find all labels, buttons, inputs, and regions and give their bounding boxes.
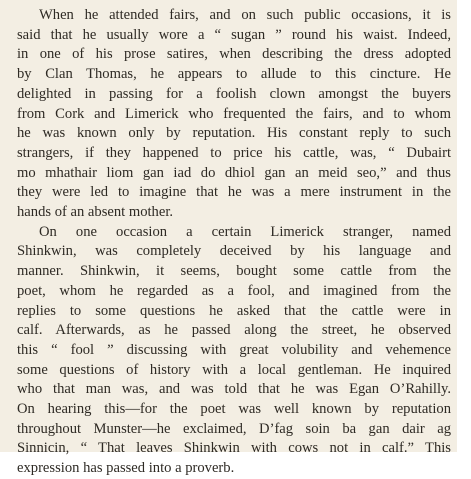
text-line: from Cork and Limerick who frequented the fairs, and to whom (17, 105, 451, 122)
text-line: strangers, if they happened to price his cattle, was, “ Dubairt (17, 144, 451, 161)
text-line: this “ fool ” discussing with great volubility and vehemence (17, 341, 451, 358)
text-line: mo mhathair liom gan iad do dhiol gan an meid seo,” and thus (17, 164, 451, 181)
text-line: expression has passed into a proverb. (17, 460, 235, 477)
text-line: said that he usually wore a “ sugan ” round his waist. Indeed, (17, 26, 451, 43)
text-line: some questions of history with a local gentleman. He inquired (17, 361, 451, 378)
paragraph-fairs (17, 6, 451, 223)
text-line: in one of his prose satires, when describing the dress adopted (17, 46, 451, 63)
text-line: calf. Afterwards, as he passed along the street, he observed (17, 322, 451, 339)
text-line: replies to some questions he asked that the cattle were in (17, 302, 451, 319)
text-line: manner. Shinkwin, it seems, bought some cattle from the (17, 263, 451, 280)
text-line: Shinkwin, was completely deceived by his language and (17, 243, 451, 260)
text-line: Sinnicin, “ That leaves Shinkwin with cows not in calf.” This (17, 440, 451, 457)
text-line: On one occasion a certain Limerick stranger, named (39, 223, 451, 240)
text-line: poet, whom he regarded as a fool, and imagined from the (17, 282, 451, 299)
text-line: When he attended fairs, and on such public occasions, it is (39, 7, 451, 23)
text-line: he was known only by reputation. His constant reply to such (17, 125, 451, 142)
text-line: by Clan Thomas, he appears to allude to this cincture. He (17, 66, 451, 83)
paragraph-shinkwin (17, 223, 451, 479)
text-line: hands of an absent mother. (17, 204, 174, 221)
text-line: On hearing this—for the poet was well known by reputation (17, 401, 451, 418)
page-edge (457, 0, 471, 452)
text-line: they were led to imagine that he was a mere instrument in the (17, 184, 451, 201)
text-line: who that man was, and was told that he was Egan O’Rahilly. (17, 381, 451, 398)
text-line: delighted in passing for a foolish clown amongst the buyers (17, 85, 451, 102)
text-line: throughout Munster—he exclaimed, D’fag soin ba gan dair ag (17, 420, 451, 437)
